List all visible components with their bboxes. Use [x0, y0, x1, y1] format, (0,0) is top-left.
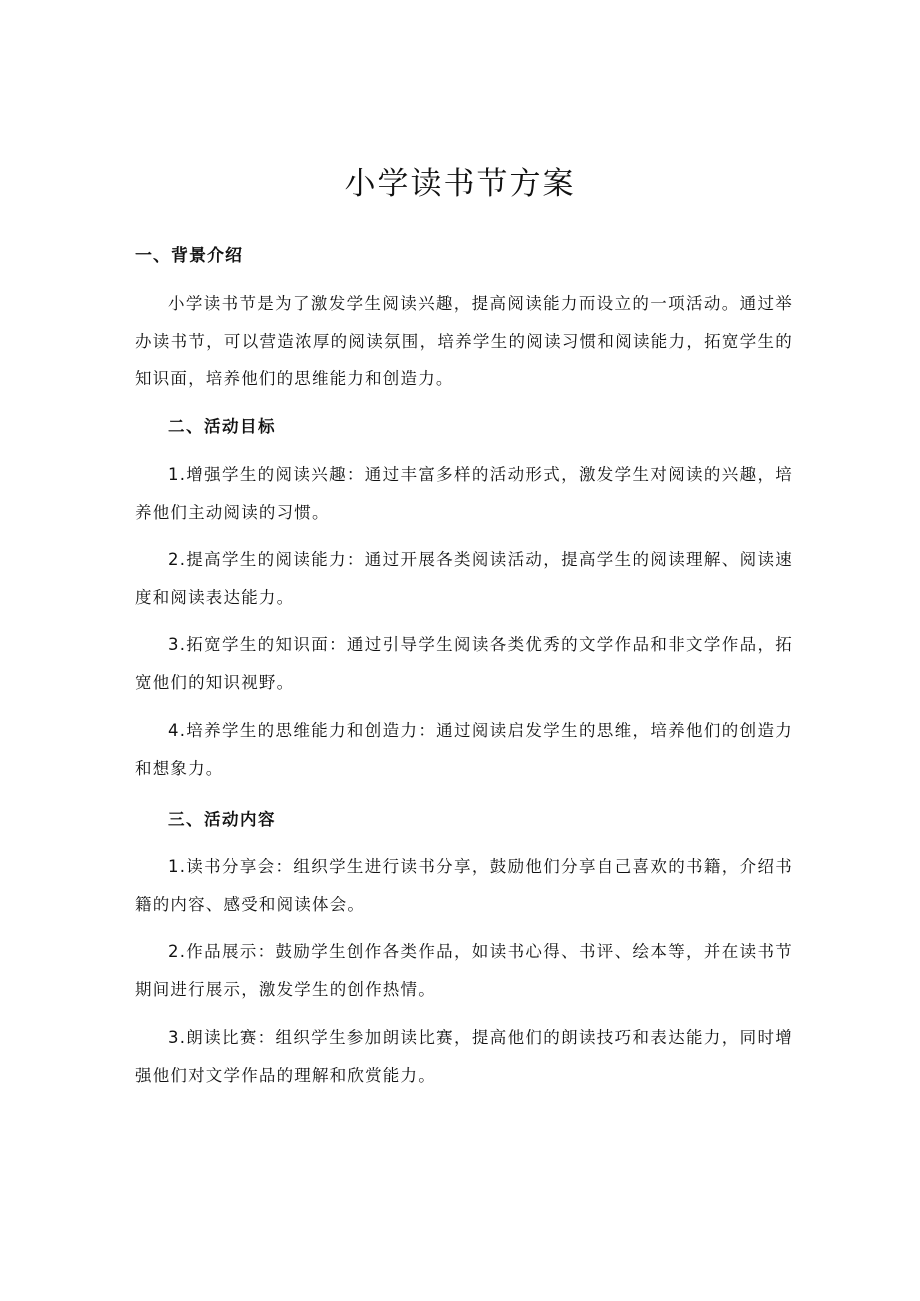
section-heading-goals: 二、活动目标: [168, 417, 276, 436]
content-item-3: 3.朗读比赛：组织学生参加朗读比赛，提高他们的朗读技巧和表达能力，同时增强他们对文学作品的理解和欣赏能力。: [135, 1028, 793, 1085]
goal-item-4: 4.培养学生的思维能力和创造力：通过阅读启发学生的思维，培养他们的创造力和想象力。: [135, 721, 793, 778]
background-paragraph: 小学读书节是为了激发学生阅读兴趣，提高阅读能力而设立的一项活动。通过举办读书节，可以营造浓厚的阅读氛围，培养学生的阅读习惯和阅读能力，拓宽学生的知识面，培养他们的思维能力和创造力。: [135, 294, 793, 388]
goal-item-1: 1.增强学生的阅读兴趣：通过丰富多样的活动形式，激发学生对阅读的兴趣，培养他们主动阅读的习惯。: [135, 465, 793, 522]
section-heading-content: 三、活动内容: [168, 810, 276, 829]
section-heading-background: 一、背景介绍: [135, 246, 243, 266]
goal-item-2: 2.提高学生的阅读能力：通过开展各类阅读活动，提高学生的阅读理解、阅读速度和阅读表达能力。: [135, 550, 793, 607]
document-title: 小学读书节方案: [344, 166, 576, 202]
content-item-2: 2.作品展示：鼓励学生创作各类作品，如读书心得、书评、绘本等，并在读书节期间进行展示，激发学生的创作热情。: [135, 942, 793, 999]
goal-item-3: 3.拓宽学生的知识面：通过引导学生阅读各类优秀的文学作品和非文学作品，拓宽他们的知识视野。: [135, 635, 793, 692]
content-item-1: 1.读书分享会：组织学生进行读书分享，鼓励他们分享自己喜欢的书籍，介绍书籍的内容、感受和阅读体会。: [135, 857, 793, 914]
